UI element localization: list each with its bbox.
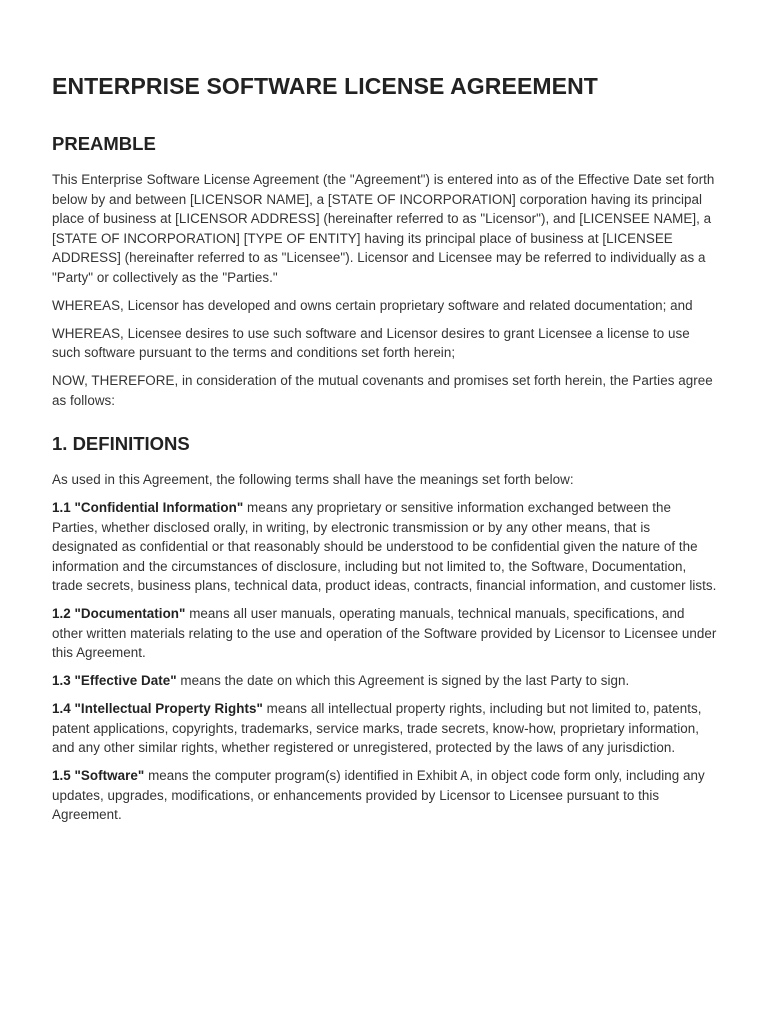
- definition-text: means any proprietary or sensitive information exchanged between the Parties, whether disclosed orally, in writing, by electronic transmission or by any other means, that is designated as confidential or that reasonably should be understood to be confidential given the nature of the information and the circumstances of disclosure, including but not limited to, the Software, Documentation, trade secrets, business plans, technical data, product ideas, contracts, financial information, and customer lists.: [52, 500, 717, 593]
- definition-item: [52, 498, 718, 596]
- definitions-intro: As used in this Agreement, the following terms shall have the meanings set forth below:: [52, 472, 574, 487]
- definition-text: means all user manuals, operating manuals, technical manuals, specifications, and other written materials relating to the use and operation of the Software provided by Licensor to Licensee under this Agreement.: [52, 606, 717, 660]
- definition-term: 1.2 "Documentation": [52, 606, 186, 621]
- whereas-paragraph-1: WHEREAS, Licensor has developed and owns certain proprietary software and related documentation; and: [52, 297, 693, 313]
- definition-text: means all intellectual property rights, including but not limited to, patents, patent applications, copyrights, trademarks, service marks, trade secrets, know-how, proprietary information, and any other similar rights, whether registered or unregistered, protected by the laws of any jurisdiction.: [52, 701, 702, 755]
- definition-text: means the computer program(s) identified in Exhibit A, in object code form only, including any updates, upgrades, modifications, or enhancements provided by Licensor to Licensee pursuant to this Agreement.: [52, 768, 705, 822]
- whereas-paragraph-2: WHEREAS, Licensee desires to use such software and Licensor desires to grant Licensee a license to use such software pursuant to the terms and conditions set forth herein;: [52, 325, 690, 360]
- definition-item: [52, 604, 718, 663]
- now-therefore-paragraph: NOW, THEREFORE, in consideration of the mutual covenants and promises set forth herein, the Parties agree as follows:: [52, 373, 713, 408]
- document-title: ENTERPRISE SOFTWARE LICENSE AGREEMENT: [52, 73, 598, 99]
- definition-term: 1.4 "Intellectual Property Rights": [52, 701, 263, 716]
- preamble-heading: PREAMBLE: [52, 133, 156, 154]
- definition-item: [52, 671, 718, 691]
- definition-text: means the date on which this Agreement is signed by the last Party to sign.: [176, 673, 630, 688]
- preamble-paragraph: This Enterprise Software License Agreement (the "Agreement") is entered into as of the Effective Date set forth below by and between [LICENSOR NAME], a [STATE OF INCORPORATION] corporation having its principal place of business at [LICENSOR ADDRESS] (hereinafter referred to as "Licensor"), and [LICENSEE NAME], a [STATE OF INCORPORATION] [TYPE OF ENTITY] having its principal place of business at [LICENSEE ADDRESS] (hereinafter referred to as "Licensee"). Licensor and Licensee may be referred to individually as a "Party" or collectively as the "Parties.": [52, 172, 715, 285]
- definition-term: 1.1 "Confidential Information": [52, 500, 244, 515]
- definition-term: 1.5 "Software": [52, 768, 145, 783]
- definition-item: [52, 699, 718, 758]
- definition-term: 1.3 "Effective Date": [52, 673, 177, 688]
- definition-item: [52, 766, 718, 825]
- definitions-heading: 1. DEFINITIONS: [52, 433, 190, 454]
